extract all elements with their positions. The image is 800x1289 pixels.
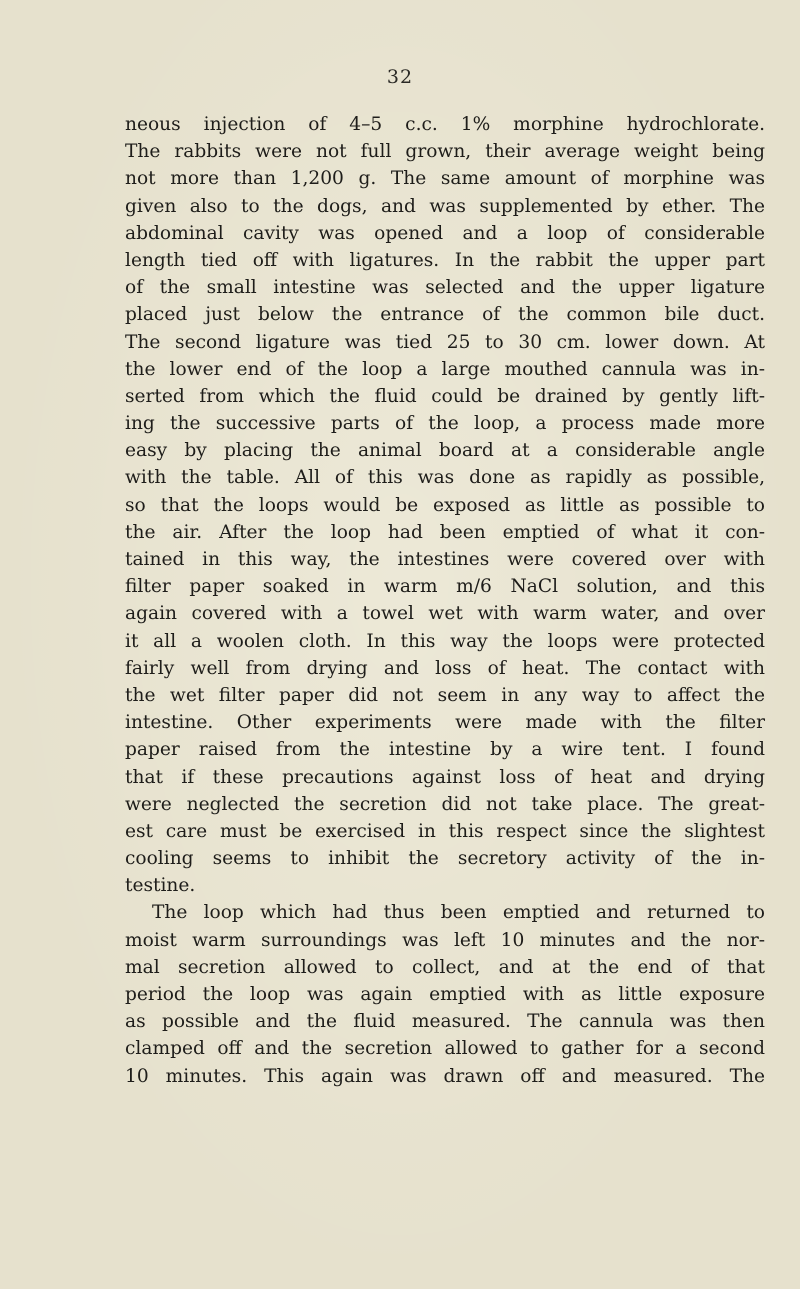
text-line: abdominal cavity was opened and a loop of considerable [125, 222, 765, 244]
text-line: with the table. All of this was done as rapidly as possible, [125, 467, 765, 489]
text-line: mal secretion allowed to collect, and at the end of that [125, 956, 765, 978]
text-line: given also to the dogs, and was supplemented by ether. The [125, 195, 765, 217]
text-line: again covered with a towel wet with warm water, and over [125, 603, 765, 625]
text-line: it all a woolen cloth. In this way the loops were protected [125, 630, 765, 652]
text-line: moist warm surroundings was left 10 minutes and the nor- [125, 929, 765, 951]
text-line: paper raised from the intestine by a wire tent. I found [125, 739, 765, 761]
text-line: of the small intestine was selected and the upper ligature [125, 277, 765, 299]
text-line: The loop which had thus been emptied and returned to [152, 902, 765, 924]
text-line: filter paper soaked in warm m/6 NaCl solution, and this [125, 576, 765, 598]
text-line: placed just below the entrance of the common bile duct. [125, 304, 765, 326]
text-line: intestine. Other experiments were made with the filter [125, 712, 765, 734]
body-text [125, 111, 765, 1090]
text-line: the wet filter paper did not seem in any way to affect the [125, 684, 765, 706]
text-line: est care must be exercised in this respect since the slightest [125, 820, 765, 842]
text-line: 10 minutes. This again was drawn off and measured. The [125, 1065, 765, 1087]
text-line: the air. After the loop had been emptied of what it con- [125, 521, 765, 543]
text-line: The second ligature was tied 25 to 30 cm. lower down. At [125, 331, 765, 353]
text-line: tained in this way, the intestines were covered over with [125, 549, 765, 570]
text-line: neous injection of 4–5 c.c. 1% morphine hydrochlorate. [125, 114, 765, 135]
page-number: 32 [386, 66, 414, 88]
text-line: ing the successive parts of the loop, a process made more [125, 413, 765, 435]
text-line: serted from which the fluid could be drained by gently lift- [125, 385, 765, 407]
text-line: that if these precautions against loss of heat and drying [125, 766, 765, 788]
text-line: cooling seems to inhibit the secretory activity of the in- [125, 848, 765, 870]
text-line: as possible and the fluid measured. The cannula was then [125, 1011, 765, 1033]
text-line: length tied off with ligatures. In the rabbit the upper part [125, 249, 765, 271]
text-line: the lower end of the loop a large mouthed cannula was in- [125, 358, 765, 380]
text-line: The rabbits were not full grown, their average weight being [125, 141, 765, 163]
text-line: testine. [125, 875, 196, 897]
text-line: were neglected the secretion did not take place. The great- [125, 793, 765, 815]
text-line: period the loop was again emptied with as little exposure [125, 984, 765, 1005]
text-line: fairly well from drying and loss of heat. The contact with [125, 657, 765, 679]
text-line: not more than 1,200 g. The same amount of morphine was [125, 168, 765, 190]
text-line: so that the loops would be exposed as little as possible to [125, 494, 765, 516]
text-line: clamped off and the secretion allowed to gather for a second [125, 1038, 765, 1060]
text-line: easy by placing the animal board at a considerable angle [125, 440, 765, 462]
